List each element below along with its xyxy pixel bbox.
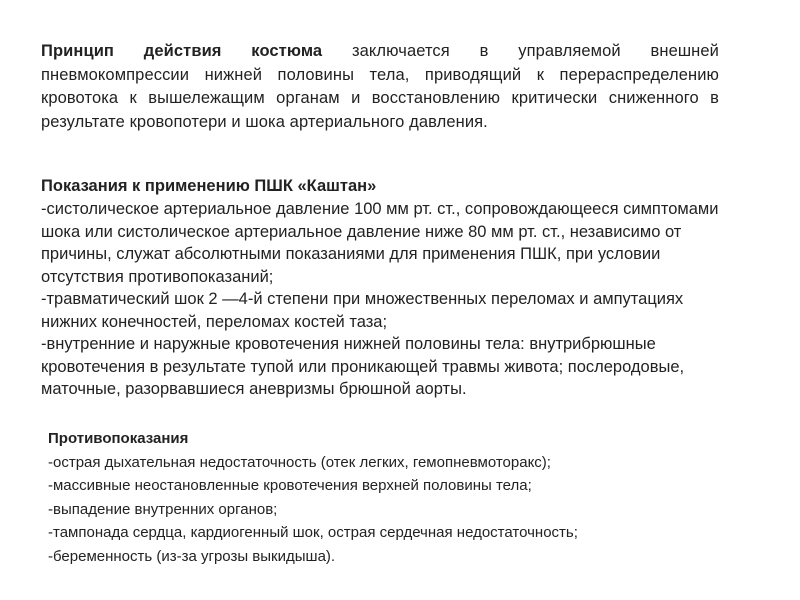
principle-lead: Принцип действия костюма [41, 42, 323, 60]
indications-list [41, 198, 731, 401]
contraindication-item-cardiac: -тампонада сердца, кардиогенный шок, острая сердечная недостаточность; [48, 524, 578, 542]
indications-heading: Показания к применению ПШК «Каштан» [41, 177, 377, 195]
contraindication-item-pregnancy: -беременность (из-за угрозы выкидыша). [48, 547, 336, 565]
indication-item-bleeding: -внутренние и наружные кровотечения нижней половины тела: внутрибрюшные кровотечения в результате тупой или проникающей травмы живота; послеродовые, маточные, разорвавшиеся аневризмы брюшной аорты. [41, 335, 685, 398]
principle-text: заключается в управляемой внешней пневмокомпрессии нижней половины тела, приводящий к перераспределению кровотока к вышележащим органам и восстановлению критически сниженного в результате кровопотери и шока артериального давления. [41, 42, 719, 131]
indication-item-systolic-pressure: -систолическое артериальное давление 100 мм рт. ст., сопровождающееся симптомами шока или систолическое артериальное давление ниже 80 мм рт. ст., независимо от причины, служат абсолютными показаниями для применения ПШК, при условии отсутствия противопоказаний; [41, 200, 719, 286]
contraindication-item-respiratory: -острая дыхательная недостаточность (отек легких, гемопневмоторакс); [48, 454, 551, 471]
contraindication-item-organ-prolapse: -выпадение внутренних органов; [48, 500, 278, 518]
indication-item-traumatic-shock: -травматический шок 2 —4-й степени при множественных переломах и ампутациях нижних конечностей, переломах костей таза; [41, 290, 684, 331]
principle-paragraph [41, 40, 719, 134]
contraindication-item-bleeding-upper: -массивные неостановленные кровотечения верхней половины тела; [48, 477, 532, 495]
contraindications-heading: Противопоказания [48, 430, 189, 447]
contraindications-list [48, 451, 738, 568]
